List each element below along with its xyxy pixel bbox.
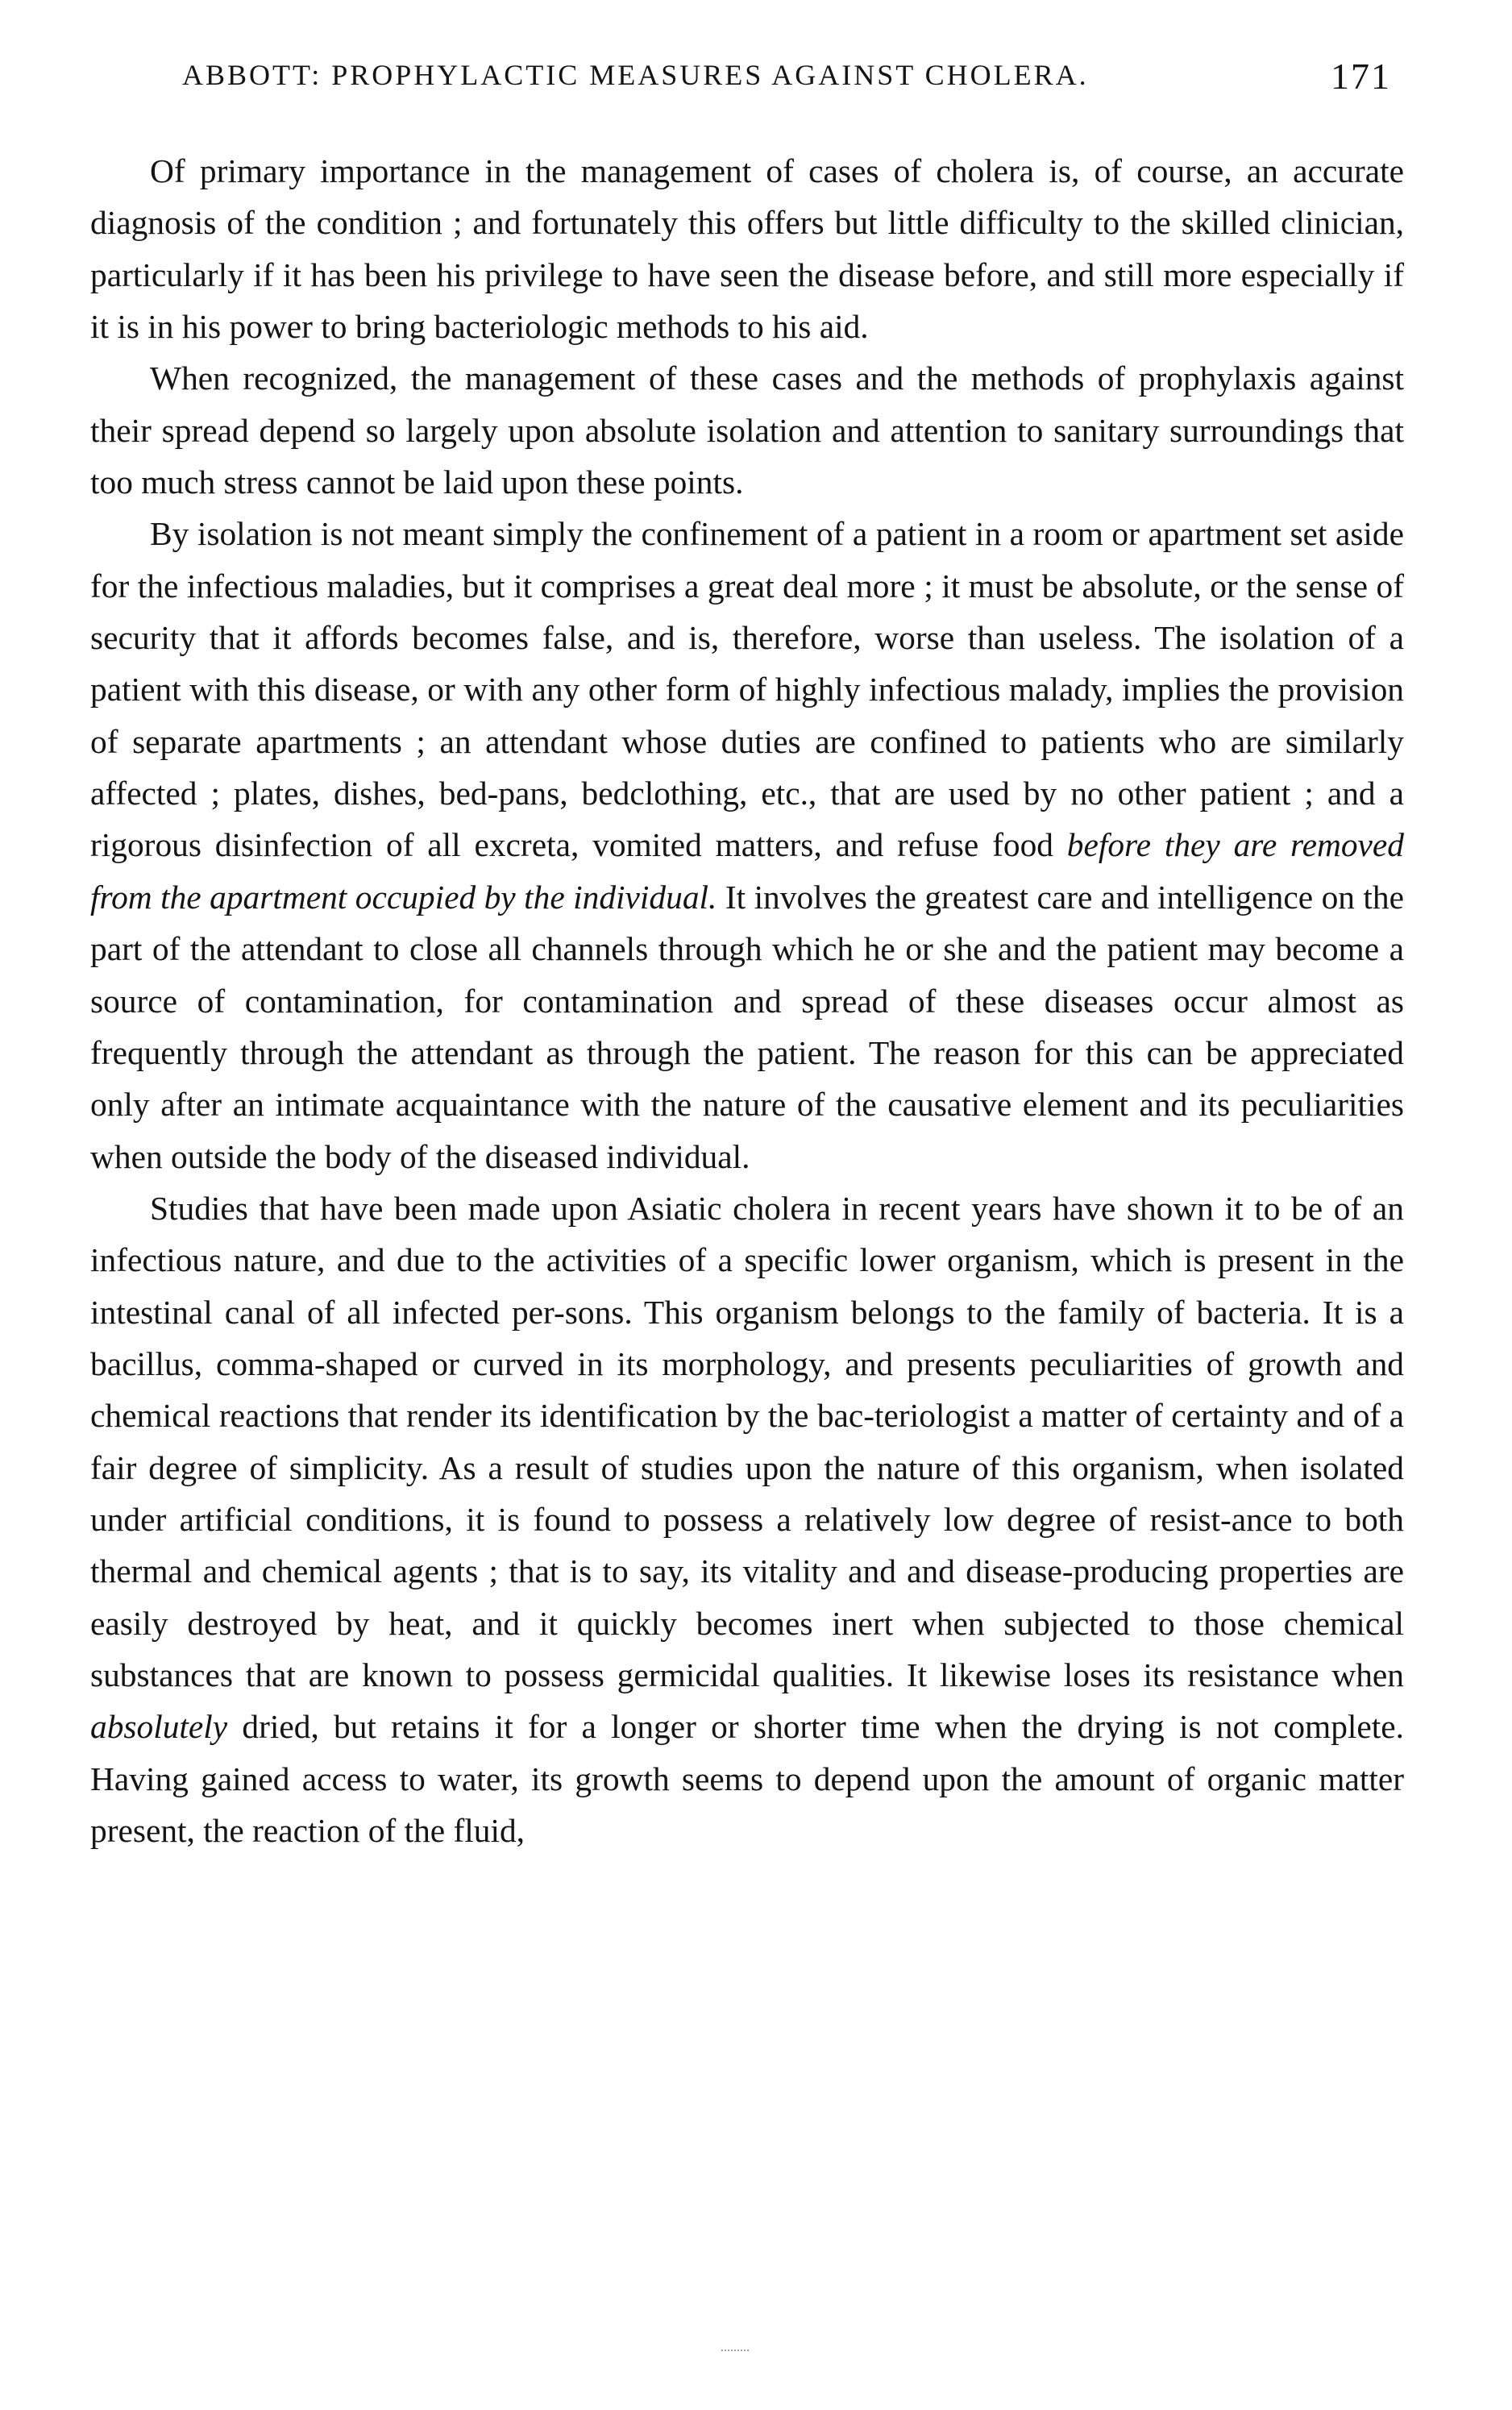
paragraph-isolation (90, 508, 1404, 1182)
paragraph-text: By isolation is not meant simply the confinement of a patient in a room or apartment set aside for the infectious maladies, but it comprises a great deal more ; it must be absolute, or the sense of security that it affords becomes false, and is, therefore, worse than useless. The isolation of a patient with this disease, or with any other form of highly infectious malady, implies the provision of separate apartments ; an attendant whose duties are confined to patients who are similarly affected ; plates, dishes, bed-pans, bedclothing, etc., that are used by no other patient ; and a rigorous disinfection of all excreta, vomited matters, and refuse food (90, 515, 1404, 864)
paragraph-organism-studies (90, 1182, 1404, 1856)
body-text (90, 145, 1404, 1856)
paragraph-text: Studies that have been made upon Asiatic cholera in recent years have shown it to be of an infectious nature, and due to the activities of a specific lower organism, which is present in the intestinal canal of all infected per-sons. This organism belongs to the family of bacteria. It is a bacillus, comma-shaped or curved in its morphology, and presents peculiarities of growth and chemical reactions that render its identification by the bac-teriologist a matter of certainty and of a fair degree of simplicity. As a result of studies upon the nature of this organism, when isolated under artificial conditions, it is found to possess a relatively low degree of resist-ance to both thermal and chemical agents ; that is to say, its vitality and and disease-producing properties are easily destroyed by heat, and it quickly becomes inert when subjected to those chemical substances that are known to possess germicidal qualities. It likewise loses its resistance when (90, 1189, 1404, 1693)
print-speck (721, 2350, 749, 2354)
paragraph-text: When recognized, the management of these cases and the methods of prophylaxis against their spread depend so largely upon absolute isolation and attention to sanitary surroundings that too much stress cannot be laid upon these points. (90, 359, 1404, 501)
paragraph-text: Of primary importance in the management of cases of cholera is, of course, an accurate diagnosis of the condition ; and fortunately this offers but little difficulty to the skilled clinician, particularly if it has been his privilege to have seen the disease before, and still more especially if it is in his power to bring bacteriologic methods to his aid. (90, 152, 1404, 346)
paragraph-diagnosis (90, 145, 1404, 352)
running-head (182, 55, 1391, 103)
running-title: ABBOTT: PROPHYLACTIC MEASURES AGAINST CHOLERA. (182, 59, 1089, 91)
paragraph-text: dried, but retains it for a longer or shorter time when the drying is not complete. Having gained access to water, its growth seems to depend upon the amount of organic matter present, the reaction of the fluid, (90, 1708, 1404, 1849)
italic-emphasis: absolutely (90, 1708, 228, 1746)
paragraph-management (90, 352, 1404, 508)
page-number: 171 (1331, 56, 1391, 97)
italic-emphasis: before they are removed from the apartment occupied by the individual. (90, 826, 1404, 916)
paragraph-text: It involves the greatest care and intelligence on the part of the attendant to close all channels through which he or she and the patient may become a source of contamination, for contamination and spread of these diseases occur almost as frequently through the attendant as through the patient. The reason for this can be appreciated only after an intimate acquaintance with the nature of the causative element and its peculiarities when outside the body of the diseased individual. (90, 878, 1404, 1175)
